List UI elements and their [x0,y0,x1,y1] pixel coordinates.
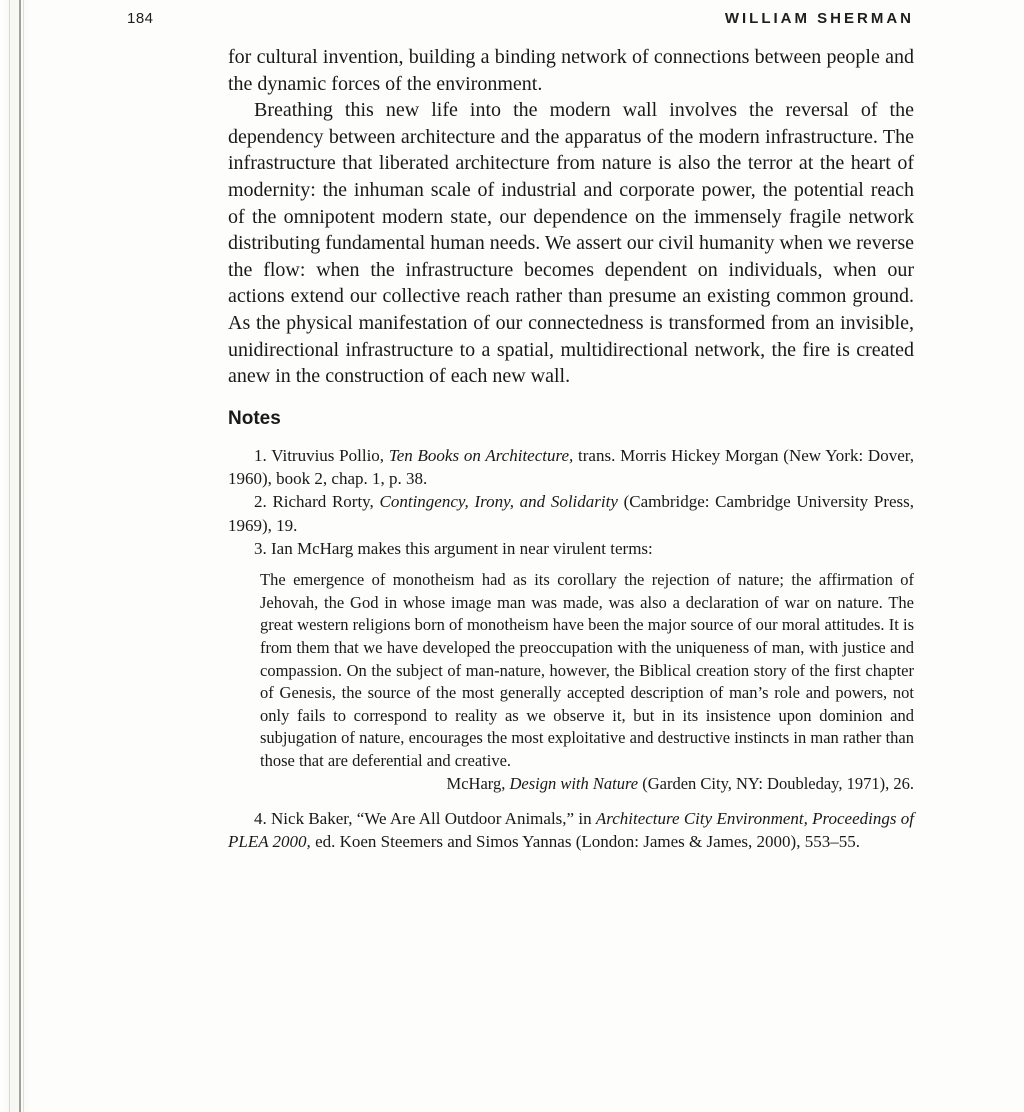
body-paragraph [228,44,914,97]
italic-text: Ten Books on Architecture, [388,445,574,465]
running-head-author: WILLIAM SHERMAN [724,10,914,27]
text-run: Breathing this new life into the modern wall involves the reversal of the dependency between architecture and the apparatus of the modern infrastructure. The infrastructure that liberated architecture from nature is also the terror at the heart of modernity: the inhuman scale of industrial and corporate power, the potential reach of the omnipotent modern state, our dependence on the immensely fragile network distributing fundamental human needs. We assert our civil humanity when we reverse the flow: when the infrastructure becomes dependent on individuals, when our actions extend our collective reach rather than presume an existing common ground. As the physical manifestation of our connectedness is transformed from an invisible, unidirectional infrastructure to a spatial, multidirectional network, the fire is created anew in the construction of each new wall. [228,99,914,388]
quote-attribution [260,773,914,796]
text-run: The emergence of monotheism had as its corollary the rejection of nature; the affirmation of Jehovah, the God in whose image man was made, was also a declaration of war on nature. The great western religions born of monotheism have been the major source of our moral attitudes. It is from them that we have developed the preoccupation with the uniqueness of man, with justice and compassion. On the subject of man-nature, however, the Biblical creation story of the first chapter of Genesis, the source of the most generally accepted description of man’s role and powers, not only fails to correspond to reality as we observe it, but in its insistence upon dominion and subjugation of nature, encourages the most exploitative and destructive instincts in man rather than those that are deferential and creative. [260,570,914,770]
footnote [228,807,914,854]
text-run: (Cambridge: Cambridge University Press, 1969), 19. [228,492,915,535]
text-run: for cultural invention, building a binding network of connections between people and the dynamic forces of the environment. [228,46,914,95]
scan-edge-line [23,0,24,1112]
running-header [127,10,914,27]
text-column [228,44,914,854]
text-run: ed. Koen Steemers and Simos Yannas (London: James & James, 2000), 553–55. [310,832,860,852]
text-run: (Garden City, NY: Doubleday, 1971), 26. [638,773,914,793]
scan-edge-line [19,0,21,1112]
text-run: trans. Morris Hickey Morgan (New York: Dover, 1960), book 2, chap. 1, p. 38. [228,445,914,489]
body-text [228,44,914,390]
notes-heading: Notes [228,407,281,429]
footnote-block-quote [260,569,914,772]
scan-edge-line [9,0,10,1112]
footnote [228,537,914,560]
text-run: 1. Vitruvius Pollio, [254,445,389,465]
page-number: 184 [127,10,154,27]
text-run: 4. Nick Baker, “We Are All Outdoor Animals,” in [254,809,596,829]
italic-text: Design with Nature [509,773,639,793]
italic-text: Contingency, Irony, and Solidarity [379,492,618,512]
text-run: McHarg, [446,773,510,793]
text-run: 3. Ian McHarg makes this argument in near virulent terms: [254,538,653,558]
italic-text: Architecture City Environment, Proceedings of PLEA 2000, [228,809,914,852]
notes-list [228,444,914,854]
footnote [228,444,914,491]
text-run: 2. Richard Rorty, [254,492,380,512]
body-paragraph [228,97,914,390]
page-binding-edge [0,0,30,1112]
footnote [228,490,914,537]
